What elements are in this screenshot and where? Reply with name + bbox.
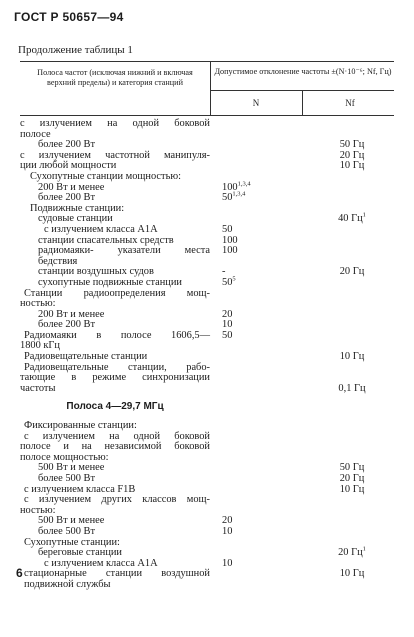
header-tolerance: Допустимое отклонение частоты ±(N·10⁻⁶; Nf, Гц) [214,67,392,76]
row-category: 200 Вт и менее [38,308,105,320]
footnote-ref: 1,3,4 [237,180,251,188]
table-row [20,275,394,289]
row-category: сухопутные подвижные станции [38,276,182,288]
row-category: береговые станции [38,547,122,559]
row-category: подвижной службы [24,578,111,590]
row-value-n: 100 [222,234,238,246]
footnote-ref: 5 [232,275,236,283]
row-category: полосе и на независимой боковой [20,441,210,453]
header-subrule [210,90,394,91]
row-category: 500 Вт и менее [38,462,105,474]
table-row [20,289,394,300]
row-value-nf: 50 Гц [339,139,365,151]
row-value-n: 10 [222,525,233,537]
row-value-nf: 20 Гц [339,149,365,161]
row-category: с излучением класса А1А [44,557,158,569]
row-category: тающие в режиме синхронизации [20,372,210,384]
table-row [20,225,394,236]
row-category: бедствия [38,255,78,267]
row-category: Станции радиоопределения мощ- [24,287,210,299]
row-category: полосе [20,128,51,140]
header-band-category: Полоса частот (исключая нижний и включая верхний пределы) и категория станций [37,68,193,87]
row-category: с излучением на одной боковой [20,118,210,129]
row-category: более 200 Вт [38,319,96,331]
document-code: ГОСТ Р 50657—94 [14,10,124,24]
table-row [20,172,394,183]
row-value-n: 10 [222,319,233,331]
footnote-ref: 1,3,4 [232,190,246,198]
table-header [20,61,394,116]
row-category: Фиксированные станции: [24,420,137,432]
table-section-heading [20,402,394,413]
row-value-nf: 40 $Гц^1$ [338,211,366,225]
row-value-nf: 50 Гц [339,462,365,474]
row-category: с излучением других классов мощ- [24,494,210,506]
row-value-nf: 10 Гц [339,568,365,580]
row-value-nf: 20 $Гц^1$ [338,545,366,559]
row-value-nf: 20 Гц [339,266,365,278]
row-category: частоты [20,382,56,394]
row-category: Подвижные станции: [30,202,125,214]
row-category: более 500 Вт [38,525,96,537]
row-value-n: 100$^{1,3,4}$ [222,180,251,193]
row-category: 500 Вт и менее [38,515,105,527]
footnote-ref: 1 [362,545,366,553]
row-category: ностью: [20,298,56,310]
row-category: ции любой мощности [20,160,117,172]
table-row [20,384,394,395]
row-value-n: 20 [222,515,233,527]
page-number: 6 [16,566,23,580]
row-value-n: $50^5$ [222,275,236,288]
row-value-nf: 0,1 Гц [338,382,366,394]
row-category: более 200 Вт [38,139,96,151]
row-category: полосе мощностью: [20,451,109,463]
frequency-tolerance-table [20,61,394,590]
row-value-n: 50 [222,329,233,341]
row-category: станции спасательных средств [38,234,174,246]
row-category: стационарные станции воздушной [24,568,210,580]
header-sub-nf: Nf [345,98,355,108]
row-category: с излучением на одной боковой [24,430,210,442]
table-row [20,580,394,591]
table-row [20,495,394,506]
header-sub-n: N [252,98,260,108]
row-category: с излучением класса F1B [24,483,136,495]
row-category: 1800 кГц [20,340,60,352]
row-value-n: 50$^{1,3,4}$ [222,190,246,204]
row-category: радиомаяки- указатели места [38,245,210,257]
row-category: судовые станции [38,213,113,225]
row-value-n: 100 [222,245,238,257]
row-category: ностью: [20,504,56,516]
row-category: станции воздушных судов [38,266,154,278]
row-category: Радиовещательные станции [24,351,148,363]
row-value-nf: 10 Гц [339,483,365,495]
table-row [20,331,394,342]
row-value-n: - [222,266,226,278]
row-value-nf: 10 Гц [339,160,365,172]
table-body [20,119,394,591]
table-row [20,527,394,538]
row-value-n: 50 [222,223,233,235]
table-row [20,119,394,130]
row-category: Полоса 4—29,7 МГц [66,401,164,413]
row-category: Сухопутные станции мощностью: [30,170,181,182]
row-value-n: 20 [222,308,233,320]
row-category: Радиовещательные станции, рабо- [24,361,210,373]
table-continuation-caption: Продолжение таблицы 1 [18,44,133,56]
row-category: более 500 Вт [38,473,96,484]
row-category: более 200 Вт [38,192,96,204]
row-category: с излучением класса А1А [44,223,158,235]
table-row [20,474,394,485]
row-category: с излучением частотной манипуля- [20,149,210,161]
row-category: Радиомаяки в полосе 1606,5— [24,329,210,341]
row-category: 200 Вт и менее [38,181,105,193]
row-value-n: 10 [222,557,233,569]
header-divider [210,62,211,115]
row-value-nf: 20 Гц [339,473,365,484]
footnote-ref: 1 [362,211,366,219]
row-category: Сухопутные станции: [24,536,120,548]
row-value-nf: 10 Гц [339,351,365,363]
header-subdivider [302,91,303,115]
